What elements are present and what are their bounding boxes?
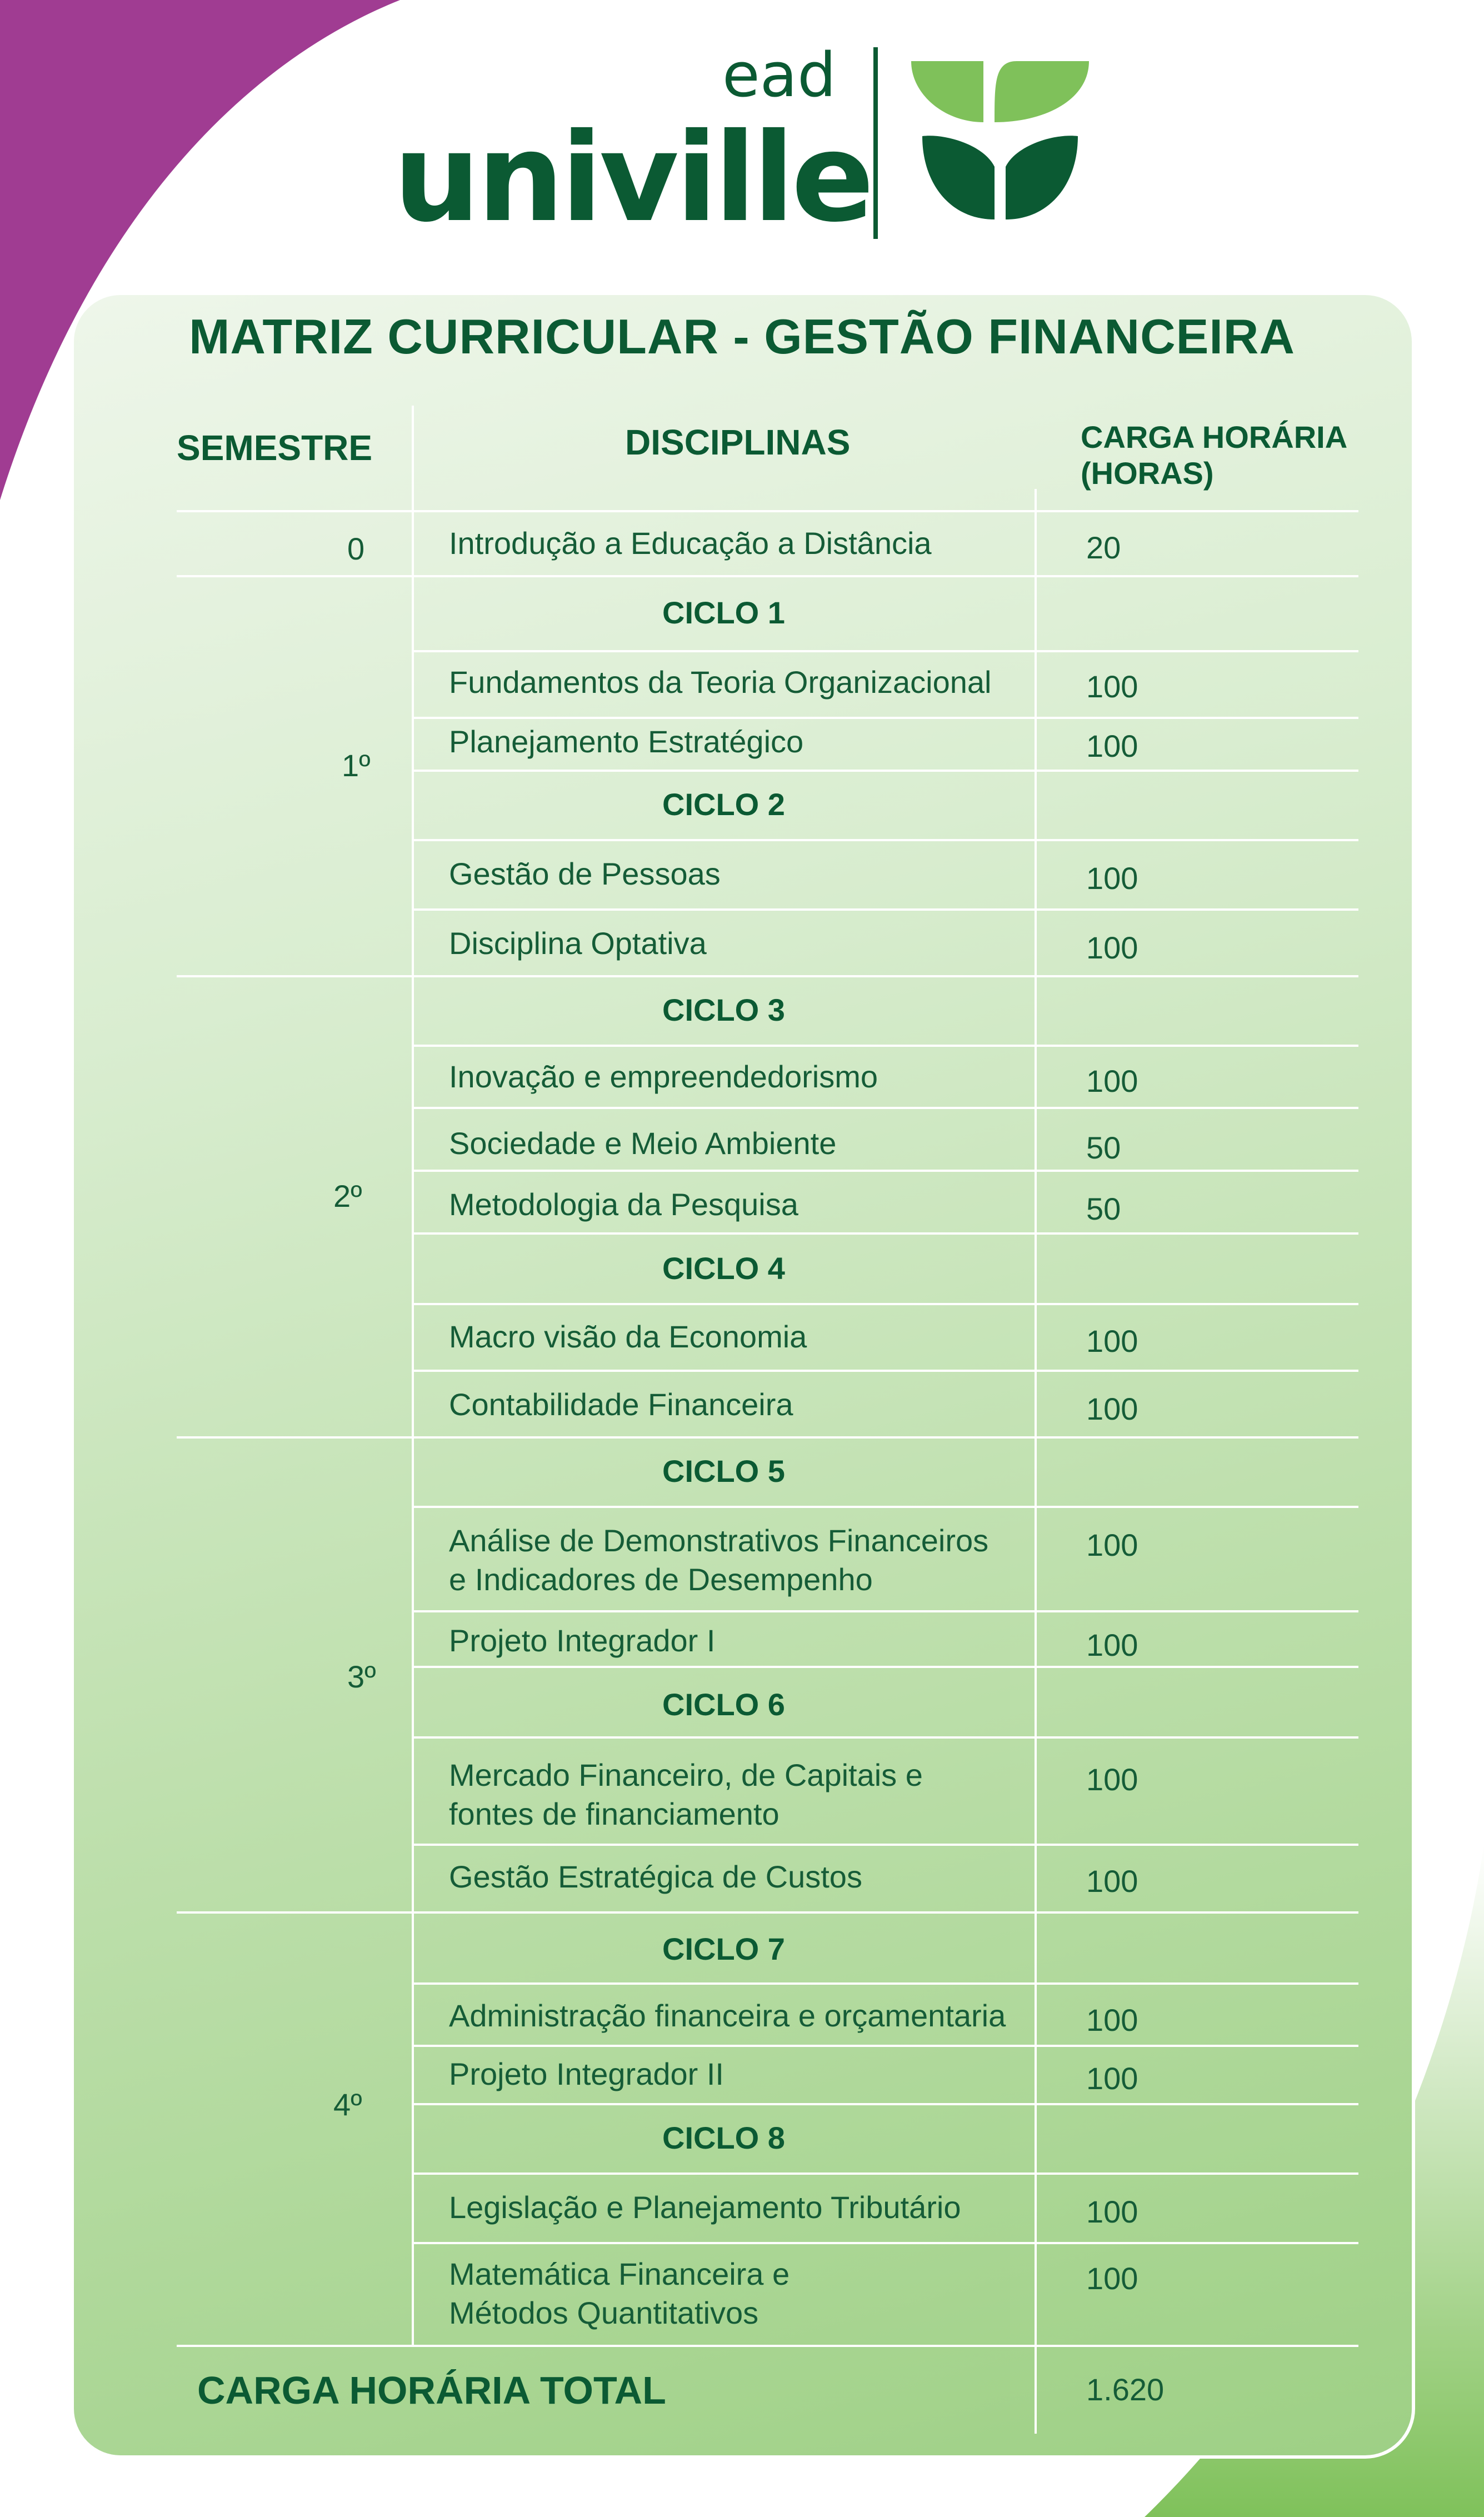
semester-label: 4º (333, 2087, 362, 2122)
semester-divider (177, 975, 1358, 977)
discipline-name-line2: Métodos Quantitativos (449, 2295, 759, 2330)
cycle-label: CICLO 1 (662, 595, 785, 630)
cycle-label: CICLO 7 (662, 1931, 785, 1966)
discipline-name: Sociedade e Meio Ambiente (449, 1126, 837, 1161)
page-title: MATRIZ CURRICULAR - GESTÃO FINANCEIRA (189, 309, 1295, 364)
row-divider (414, 770, 1358, 772)
header-carga-line2: (HORAS) (1081, 456, 1214, 491)
row-divider (414, 1170, 1358, 1172)
cycle-label: CICLO 6 (662, 1687, 785, 1722)
discipline-name: Matemática Financeira e (449, 2256, 790, 2291)
total-label: CARGA HORÁRIA TOTAL (197, 2369, 666, 2412)
semester-label: 0 (347, 531, 365, 566)
semester-divider (177, 1436, 1358, 1439)
cycle-label: CICLO 8 (662, 2120, 785, 2155)
row-divider (414, 1982, 1358, 1985)
row-divider (414, 2103, 1358, 2105)
row-divider (414, 717, 1358, 719)
discipline-hours: 100 (1086, 1527, 1138, 1562)
discipline-hours: 100 (1086, 1627, 1138, 1662)
column-divider-semestre (412, 406, 414, 2345)
discipline-name: Projeto Integrador II (449, 2056, 724, 2091)
discipline-hours: 100 (1086, 1391, 1138, 1426)
row-divider (414, 1610, 1358, 1612)
discipline-hours: 100 (1086, 2194, 1138, 2229)
discipline-name-line2: e Indicadores de Desempenho (449, 1562, 873, 1597)
row-divider (414, 839, 1358, 841)
discipline-hours: 100 (1086, 669, 1138, 704)
row-divider (414, 1736, 1358, 1739)
cycle-label: CICLO 3 (662, 992, 785, 1027)
semester-divider (177, 1911, 1358, 1914)
column-divider-hours (1035, 489, 1037, 2434)
discipline-hours: 100 (1086, 2061, 1138, 2096)
row-divider (414, 2173, 1358, 2175)
semester-label: 3º (347, 1659, 376, 1694)
discipline-name: Análise de Demonstrativos Financeiros (449, 1523, 989, 1558)
discipline-name: Legislação e Planejamento Tributário (449, 2190, 961, 2225)
discipline-hours: 100 (1086, 1063, 1138, 1098)
logo-divider (873, 47, 878, 239)
row-divider (414, 1232, 1358, 1235)
row-divider (414, 1506, 1358, 1508)
discipline-name: Projeto Integrador I (449, 1623, 716, 1658)
discipline-name: Gestão de Pessoas (449, 856, 721, 891)
discipline-name: Disciplina Optativa (449, 926, 707, 961)
discipline-name: Introdução a Educação a Distância (449, 526, 932, 561)
logo-univille-text: univille (393, 107, 871, 249)
discipline-hours: 50 (1086, 1191, 1121, 1226)
row-divider (414, 908, 1358, 911)
discipline-hours: 100 (1086, 1864, 1138, 1899)
discipline-hours: 100 (1086, 861, 1138, 896)
discipline-name: Administração financeira e orçamentaria (449, 1998, 1006, 2033)
row-divider (414, 1107, 1358, 1109)
univille-leaf-logo-icon (911, 61, 1089, 222)
discipline-name: Inovação e empreendedorismo (449, 1059, 878, 1094)
semester-divider (177, 575, 1358, 577)
row-divider (414, 650, 1358, 652)
cycle-label: CICLO 5 (662, 1454, 785, 1489)
header-carga-line1: CARGA HORÁRIA (1081, 420, 1348, 455)
discipline-hours: 20 (1086, 530, 1121, 565)
discipline-name: Contabilidade Financeira (449, 1387, 793, 1422)
total-value: 1.620 (1086, 2372, 1165, 2407)
discipline-hours: 100 (1086, 1762, 1138, 1797)
row-divider (414, 2045, 1358, 2047)
row-divider (414, 2242, 1358, 2244)
discipline-name: Planejamento Estratégico (449, 724, 804, 759)
discipline-hours: 50 (1086, 1130, 1121, 1165)
discipline-hours: 100 (1086, 1324, 1138, 1359)
discipline-name: Mercado Financeiro, de Capitais e (449, 1757, 923, 1792)
discipline-hours: 100 (1086, 2261, 1138, 2296)
discipline-name: Metodologia da Pesquisa (449, 1187, 798, 1222)
discipline-name: Fundamentos da Teoria Organizacional (449, 665, 992, 700)
header-divider (177, 510, 1358, 512)
discipline-hours: 100 (1086, 728, 1138, 763)
semester-label: 1º (342, 748, 371, 783)
semester-label: 2º (333, 1178, 362, 1213)
cycle-label: CICLO 4 (662, 1251, 785, 1286)
row-divider (414, 1844, 1358, 1846)
discipline-hours: 100 (1086, 930, 1138, 965)
row-divider (414, 1370, 1358, 1372)
discipline-name-line2: fontes de financiamento (449, 1796, 780, 1831)
header-semestre: SEMESTRE (177, 428, 373, 468)
discipline-name: Macro visão da Economia (449, 1319, 807, 1354)
discipline-hours: 100 (1086, 2002, 1138, 2037)
discipline-name: Gestão Estratégica de Custos (449, 1859, 862, 1894)
logo-ead-text: ead (722, 39, 836, 111)
row-divider (414, 1045, 1358, 1047)
row-divider (414, 1666, 1358, 1668)
cycle-label: CICLO 2 (662, 787, 785, 822)
row-divider (414, 1303, 1358, 1305)
semester-divider (177, 2345, 1358, 2347)
header-disciplinas: DISCIPLINAS (625, 422, 851, 462)
